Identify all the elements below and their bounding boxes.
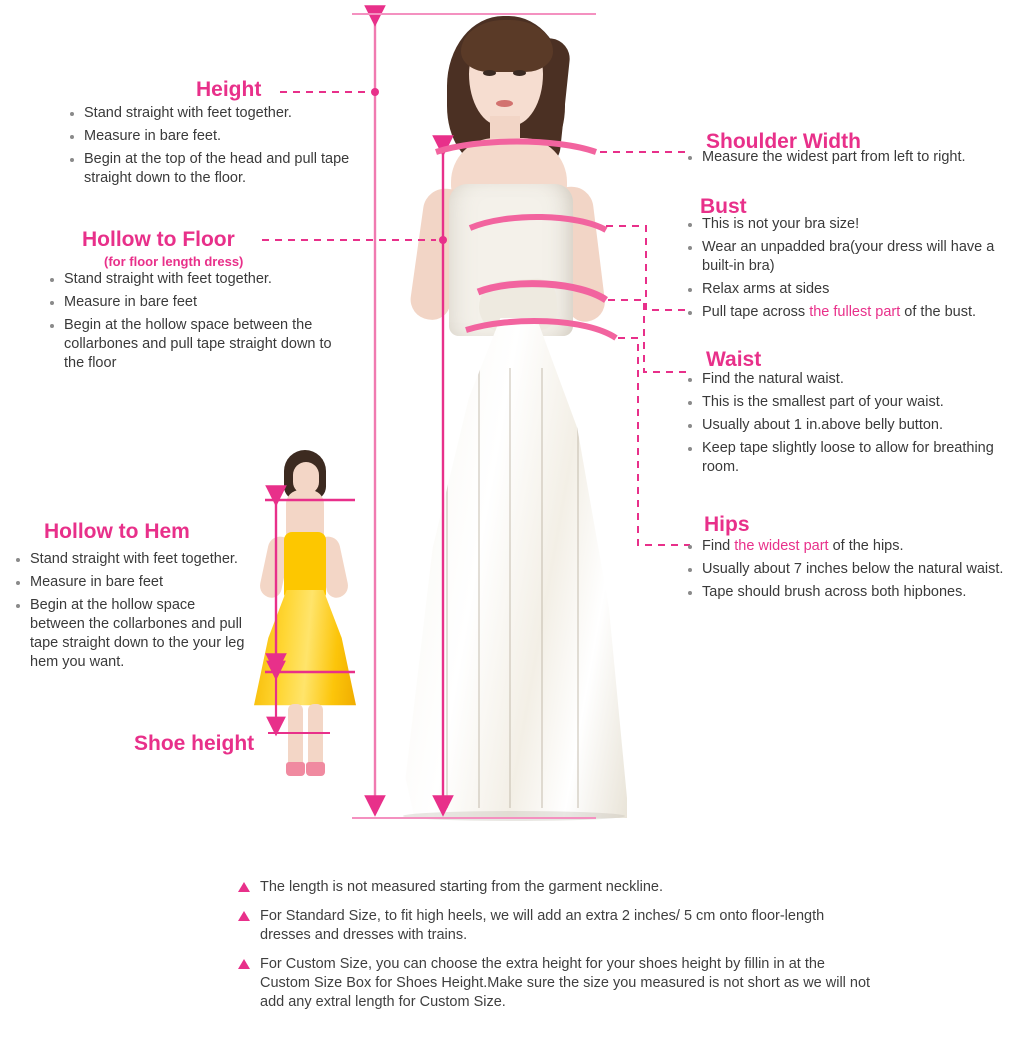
footnote-text: The length is not measured starting from the garment neckline. <box>260 879 663 895</box>
footnotes <box>238 878 878 1022</box>
list-item: Wear an unpadded bra(your dress will have a built-in bra) <box>686 238 1011 276</box>
skirt <box>254 590 356 710</box>
list-item: Stand straight with feet together. <box>68 104 368 123</box>
list-item: This is the smallest part of your waist. <box>686 393 1004 412</box>
list-item: Begin at the hollow space between the collarbones and pull tape straight down to the your leg hem you want. <box>14 596 246 672</box>
waist-bullets <box>686 370 1004 481</box>
hips-heading: Hips <box>704 513 750 536</box>
hair-front <box>461 20 553 72</box>
section-hips <box>704 513 750 537</box>
hollow-to-hem-bullets <box>14 550 246 676</box>
bodice <box>284 532 326 598</box>
list-item: Relax arms at sides <box>686 280 1011 299</box>
footnote <box>238 878 878 897</box>
shoulder-width-heading: Shoulder Width <box>706 130 861 153</box>
list-item: Begin at the top of the head and pull tape straight down to the floor. <box>68 150 368 188</box>
footnote-text: For Standard Size, to fit high heels, we will add an extra 2 inches/ 5 cm onto floor-length dresses and dresses with trains. <box>260 908 825 943</box>
waist-heading: Waist <box>706 348 762 371</box>
triangle-icon <box>238 882 250 892</box>
shoulder-width-bullets <box>686 148 1006 171</box>
section-height <box>196 78 406 102</box>
list-item: Stand straight with feet together. <box>14 550 246 569</box>
list-item: Keep tape slightly loose to allow for breathing room. <box>686 439 1004 477</box>
hollow-to-floor-bullets <box>48 270 348 377</box>
list-item: Measure in bare feet. <box>68 127 368 146</box>
hollow-to-hem-heading: Hollow to Hem <box>44 520 190 543</box>
bodice <box>449 184 573 336</box>
section-shoe-height <box>134 732 254 756</box>
eye-left <box>483 70 496 76</box>
list-item: This is not your bra size! <box>686 215 1011 234</box>
height-bullets <box>68 104 368 192</box>
skirt <box>401 318 627 818</box>
hollow-to-floor-heading: Hollow to Floor <box>82 228 235 251</box>
list-item: Stand straight with feet together. <box>48 270 348 289</box>
footnote <box>238 907 878 945</box>
hollow-to-floor-subheading: (for floor length dress) <box>104 254 244 269</box>
triangle-icon <box>238 911 250 921</box>
footnote <box>238 955 878 1012</box>
list-item: Tape should brush across both hipbones. <box>686 583 1006 602</box>
bust-heading: Bust <box>700 195 747 218</box>
list-item: Find the natural waist. <box>686 370 1004 389</box>
section-hollow-to-floor <box>82 228 342 269</box>
lips <box>496 100 513 107</box>
list-item: Usually about 7 inches below the natural waist. <box>686 560 1006 579</box>
leg-left <box>288 704 303 768</box>
hips-bullets <box>686 537 1006 606</box>
triangle-icon <box>238 959 250 969</box>
section-hollow-to-hem <box>44 520 284 544</box>
long-white-dress-figure <box>395 8 640 823</box>
height-heading: Height <box>196 78 262 101</box>
list-item: Measure in bare feet <box>14 573 246 592</box>
list-item: Measure in bare feet <box>48 293 348 312</box>
list-item: Usually about 1 in.above belly button. <box>686 416 1004 435</box>
shoe-left <box>286 762 305 776</box>
list-item: Begin at the hollow space between the collarbones and pull tape straight down to the floor <box>48 316 348 373</box>
footnote-text: For Custom Size, you can choose the extra height for your shoes height by fillin in at the Custom Size Box for Shoes Height.Make sure the size you measured is not short as we will not add any extral length for Custom Size. <box>260 956 871 1010</box>
bust-bullets <box>686 215 1011 326</box>
eye-right <box>513 70 526 76</box>
section-waist <box>706 348 761 372</box>
hips-highlight: the widest part <box>734 538 829 554</box>
shoe-height-heading: Shoe height <box>134 732 255 755</box>
bust-highlight: the fullest part <box>809 304 901 320</box>
short-yellow-dress-figure <box>248 440 360 785</box>
list-item-hips-widest: Find the widest part of the hips. <box>686 537 1006 556</box>
list-item-bust-fullest: Pull tape across the fullest part of the bust. <box>686 303 1011 322</box>
list-item: Measure the widest part from left to right. <box>686 148 1006 167</box>
leg-right <box>308 704 323 768</box>
shoe-right <box>306 762 325 776</box>
floor-shadow <box>403 811 625 821</box>
